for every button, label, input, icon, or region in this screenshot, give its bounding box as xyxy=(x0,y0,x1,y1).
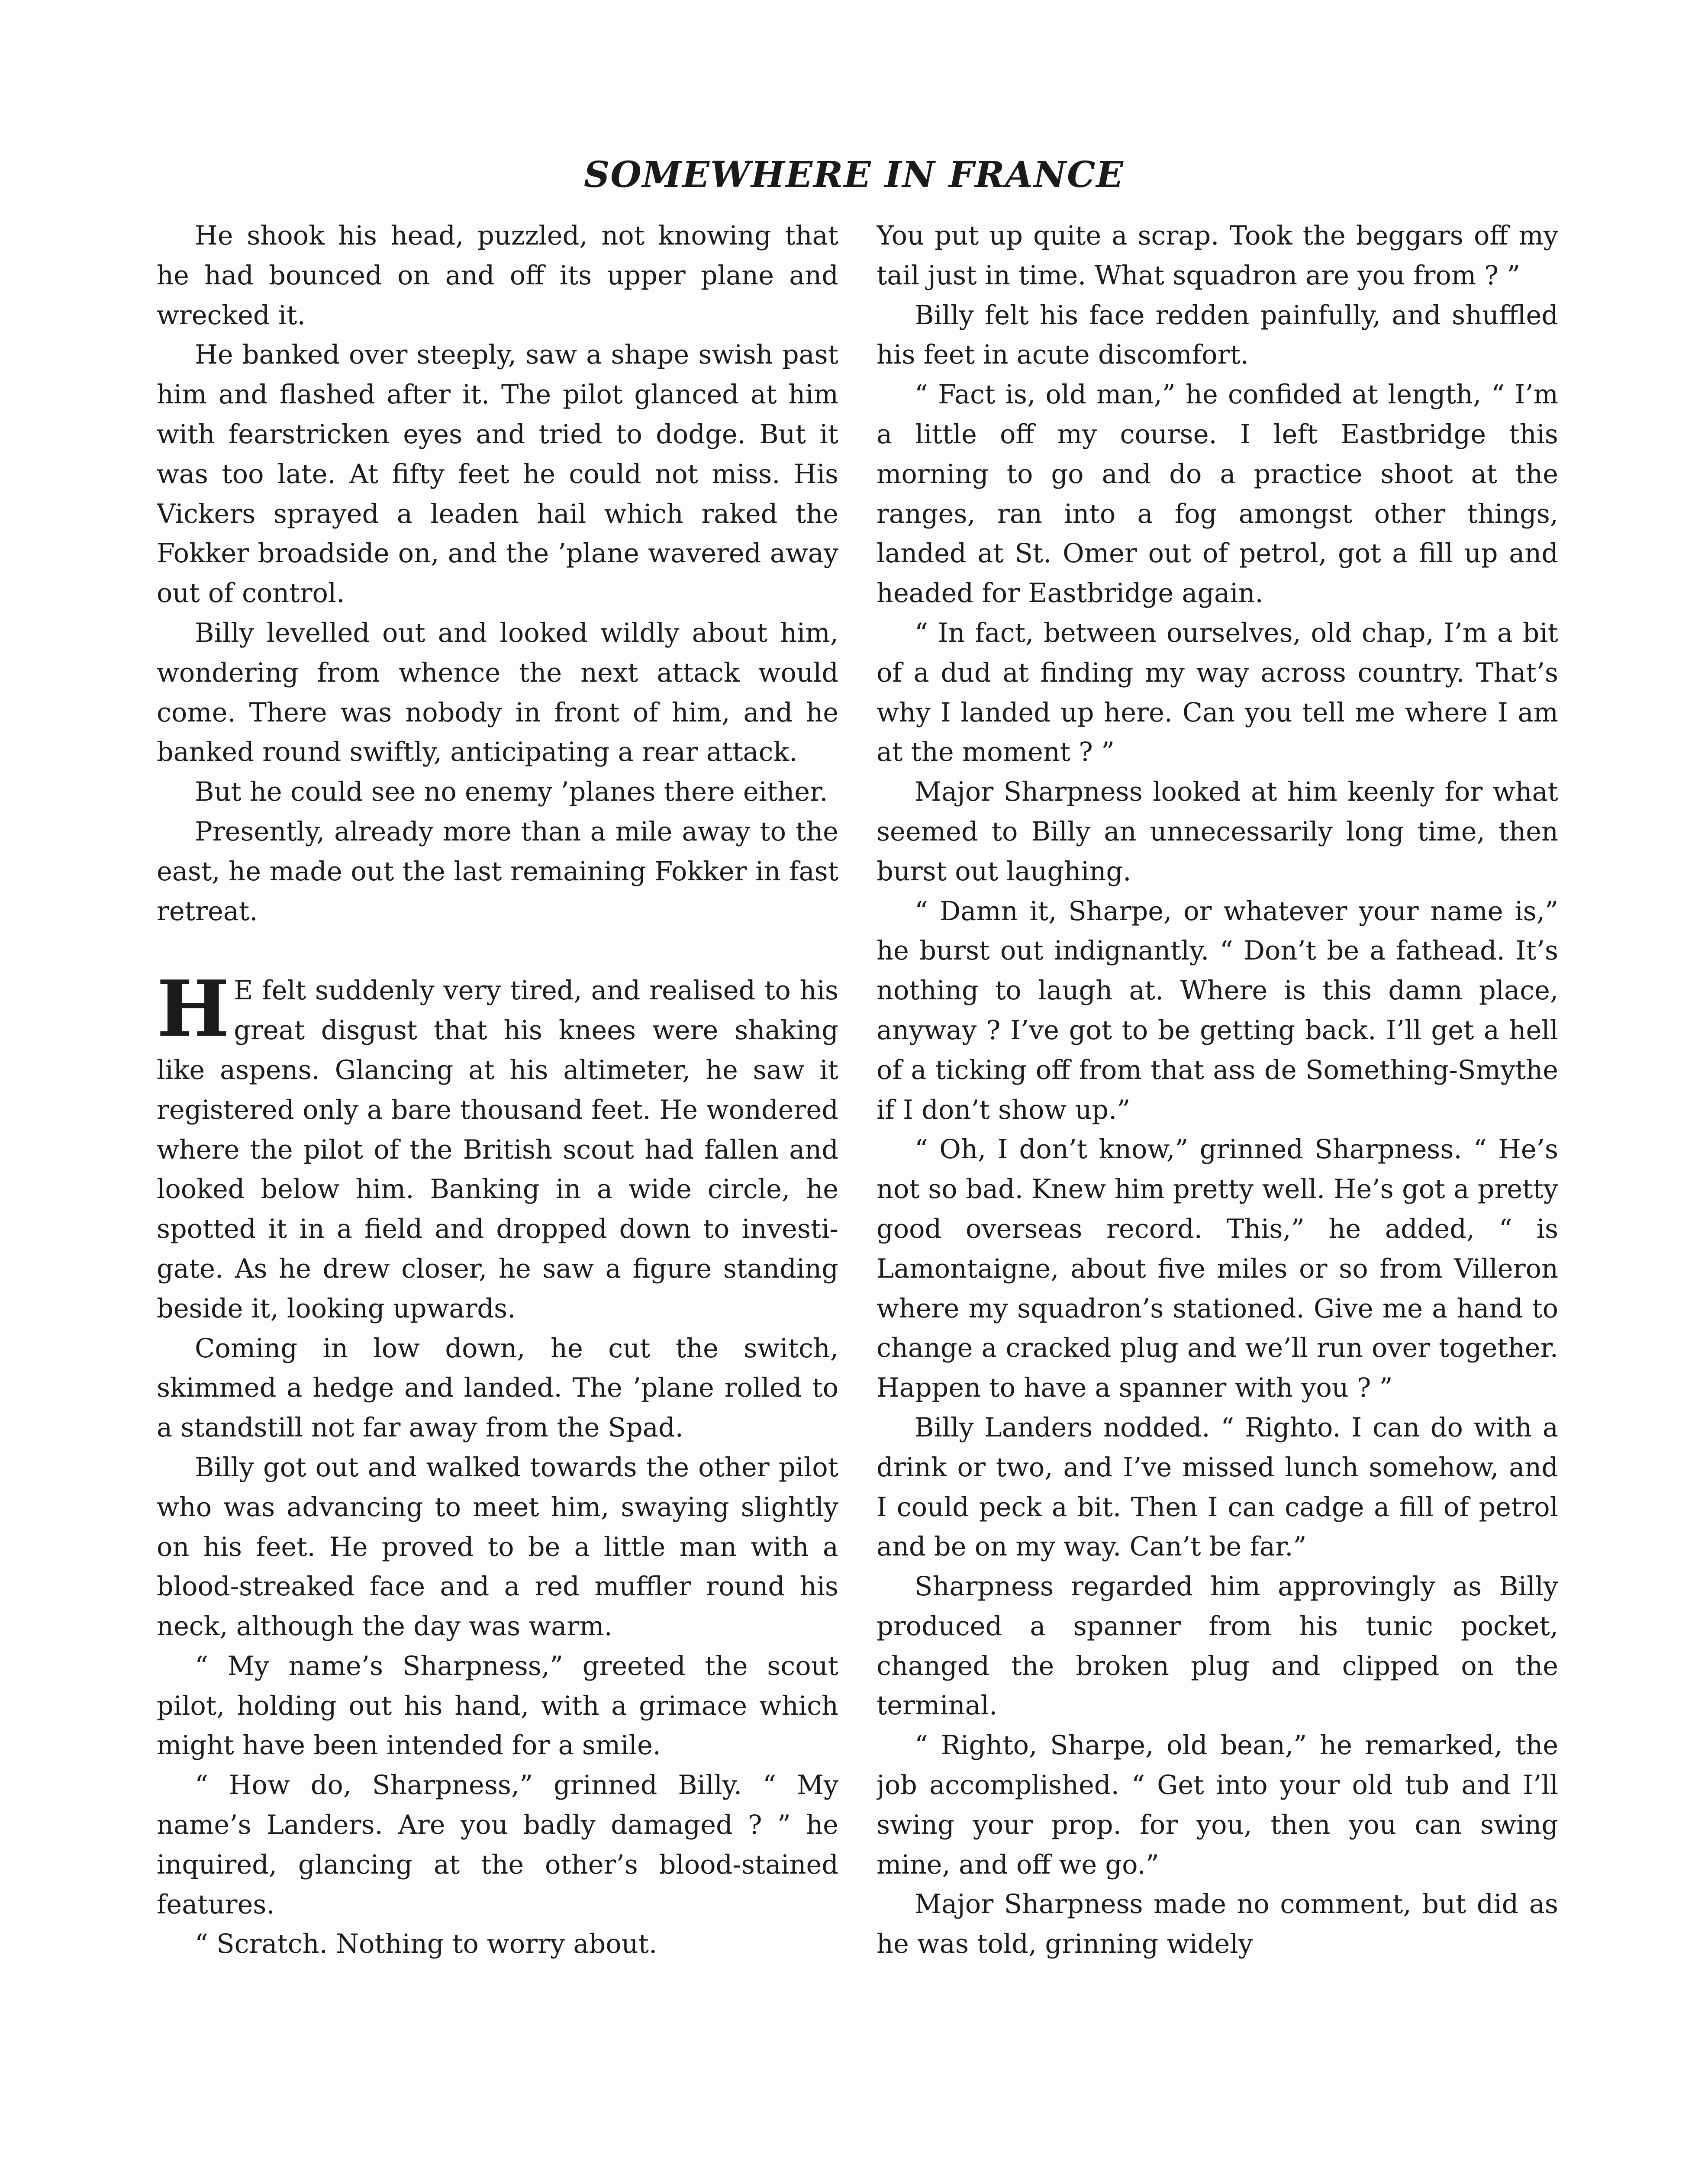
section-opening-text: E felt suddenly very tired, and realised to his great disgust that his knees were shaking like aspens. Glancing at his altimeter, he saw it registered only a bare thousand feet. He wondered where the pilot of the British scout had fallen and looked below him. Banking in a wide circle, he spotted it in a field and dropped down to investigate. As he drew closer, he saw a figure standing beside it, looking upwards. xyxy=(157,976,838,1324)
paragraph: Billy felt his face redden painfully, and shuffled his feet in acute discomfort. xyxy=(877,300,1558,370)
right-text-column xyxy=(877,216,1558,2164)
paragraph: Coming in low down, he cut the switch, skimmed a hedge and landed. The ’plane rolled to a standstill not far away from the Spad. xyxy=(157,1333,838,1443)
paragraph: Major Sharpness made no comment, but did as he was told, grinning widely xyxy=(877,1889,1558,1960)
paragraph: “ Scratch. Nothing to worry about. xyxy=(195,1929,657,1960)
paragraph: Billy got out and walked towards the other pilot who was advancing to meet him, swaying slightly on his feet. He proved to be a little man with a blood-streaked face and a red muffler round his neck, although the day was warm. xyxy=(157,1452,838,1642)
section-opening-paragraph xyxy=(157,963,838,1329)
paragraph: “ Damn it, Sharpe, or whatever your name is,” he burst out indignantly. “ Don’t be a fathead. It’s nothing to laugh at. Where is this damn place, anyway ? I’ve got to be getting back. I’ll get a hell of a ticking off from that ass de Something-Smythe if I don’t show up.” xyxy=(877,896,1558,1125)
paragraph: “ Righto, Sharpe, old bean,” he remarked, the job accomplished. “ Get into your old tub and I’ll swing your prop. for you, then you can swing mine, and off we go.” xyxy=(877,1730,1558,1880)
paragraph: “ Oh, I don’t know,” grinned Sharpness. “ He’s not so bad. Knew him pretty well. He’s got a pretty good overseas record. This,” he added, “ is Lamontaigne, about five miles or so from Villeron where my squadron’s stationed. Give me a hand to change a cracked plug and we’ll run over together. Happen to have a spanner with you ? ” xyxy=(877,1134,1558,1404)
drop-cap: H xyxy=(157,963,230,1054)
paragraph: He shook his head, puzzled, not knowing that he had bounced on and off its upper plane and wrecked it. xyxy=(157,221,838,331)
running-title: SOMEWHERE IN FRANCE xyxy=(584,154,1124,196)
paragraph: But he could see no enemy ’planes there either. xyxy=(195,777,828,808)
paragraph: “ Fact is, old man,” he confided at length, “ I’m a little off my course. I left Eastbridge this morning to go and do a practice shoot at the ranges, ran into a fog amongst other things, landed at St. Omer out of petrol, got a fill up and headed for Eastbridge again. xyxy=(877,380,1558,609)
paragraph: He banked over steeply, saw a shape swish past him and flashed after it. The pilot glanced at him with fearstricken eyes and tried to dodge. But it was too late. At fifty feet he could not miss. His Vickers sprayed a leaden hail which raked the Fokker broadside on, and the ’plane wavered away out of control. xyxy=(157,340,838,609)
paragraph: “ How do, Sharpness,” grinned Billy. “ My name’s Landers. Are you badly damaged ? ” he inquired, glancing at the other’s blood-stained features. xyxy=(157,1770,838,1920)
paragraph: Sharpness regarded him approvingly as Billy produced a spanner from his tunic pocket, changed the broken plug and clipped on the terminal. xyxy=(877,1571,1558,1721)
paragraph: “ My name’s Sharpness,” greeted the scout pilot, holding out his hand, with a grimace which might have been intended for a smile. xyxy=(157,1651,838,1761)
left-text-column xyxy=(157,216,838,2164)
paragraph: Billy levelled out and looked wildly about him, wondering from whence the next attack would come. There was nobody in front of him, and he banked round swiftly, anticipating a rear attack. xyxy=(157,618,838,768)
paragraph: Presently, already more than a mile away to the east, he made out the last remaining Fokker in fast retreat. xyxy=(157,816,838,927)
paragraph: You put up quite a scrap. Took the beggars off my tail just in time. What squadron are you from ? ” xyxy=(877,221,1558,291)
paragraph: Major Sharpness looked at him keenly for what seemed to Billy an unnecessarily long time, then burst out laughing. xyxy=(877,777,1558,887)
paragraph: Billy Landers nodded. “ Righto. I can do with a drink or two, and I’ve missed lunch somehow, and I could peck a bit. Then I can cadge a fill of petrol and be on my way. Can’t be far.” xyxy=(877,1412,1558,1562)
paragraph: “ In fact, between ourselves, old chap, I’m a bit of a dud at finding my way across country. That’s why I landed up here. Can you tell me where I am at the moment ? ” xyxy=(877,618,1558,768)
